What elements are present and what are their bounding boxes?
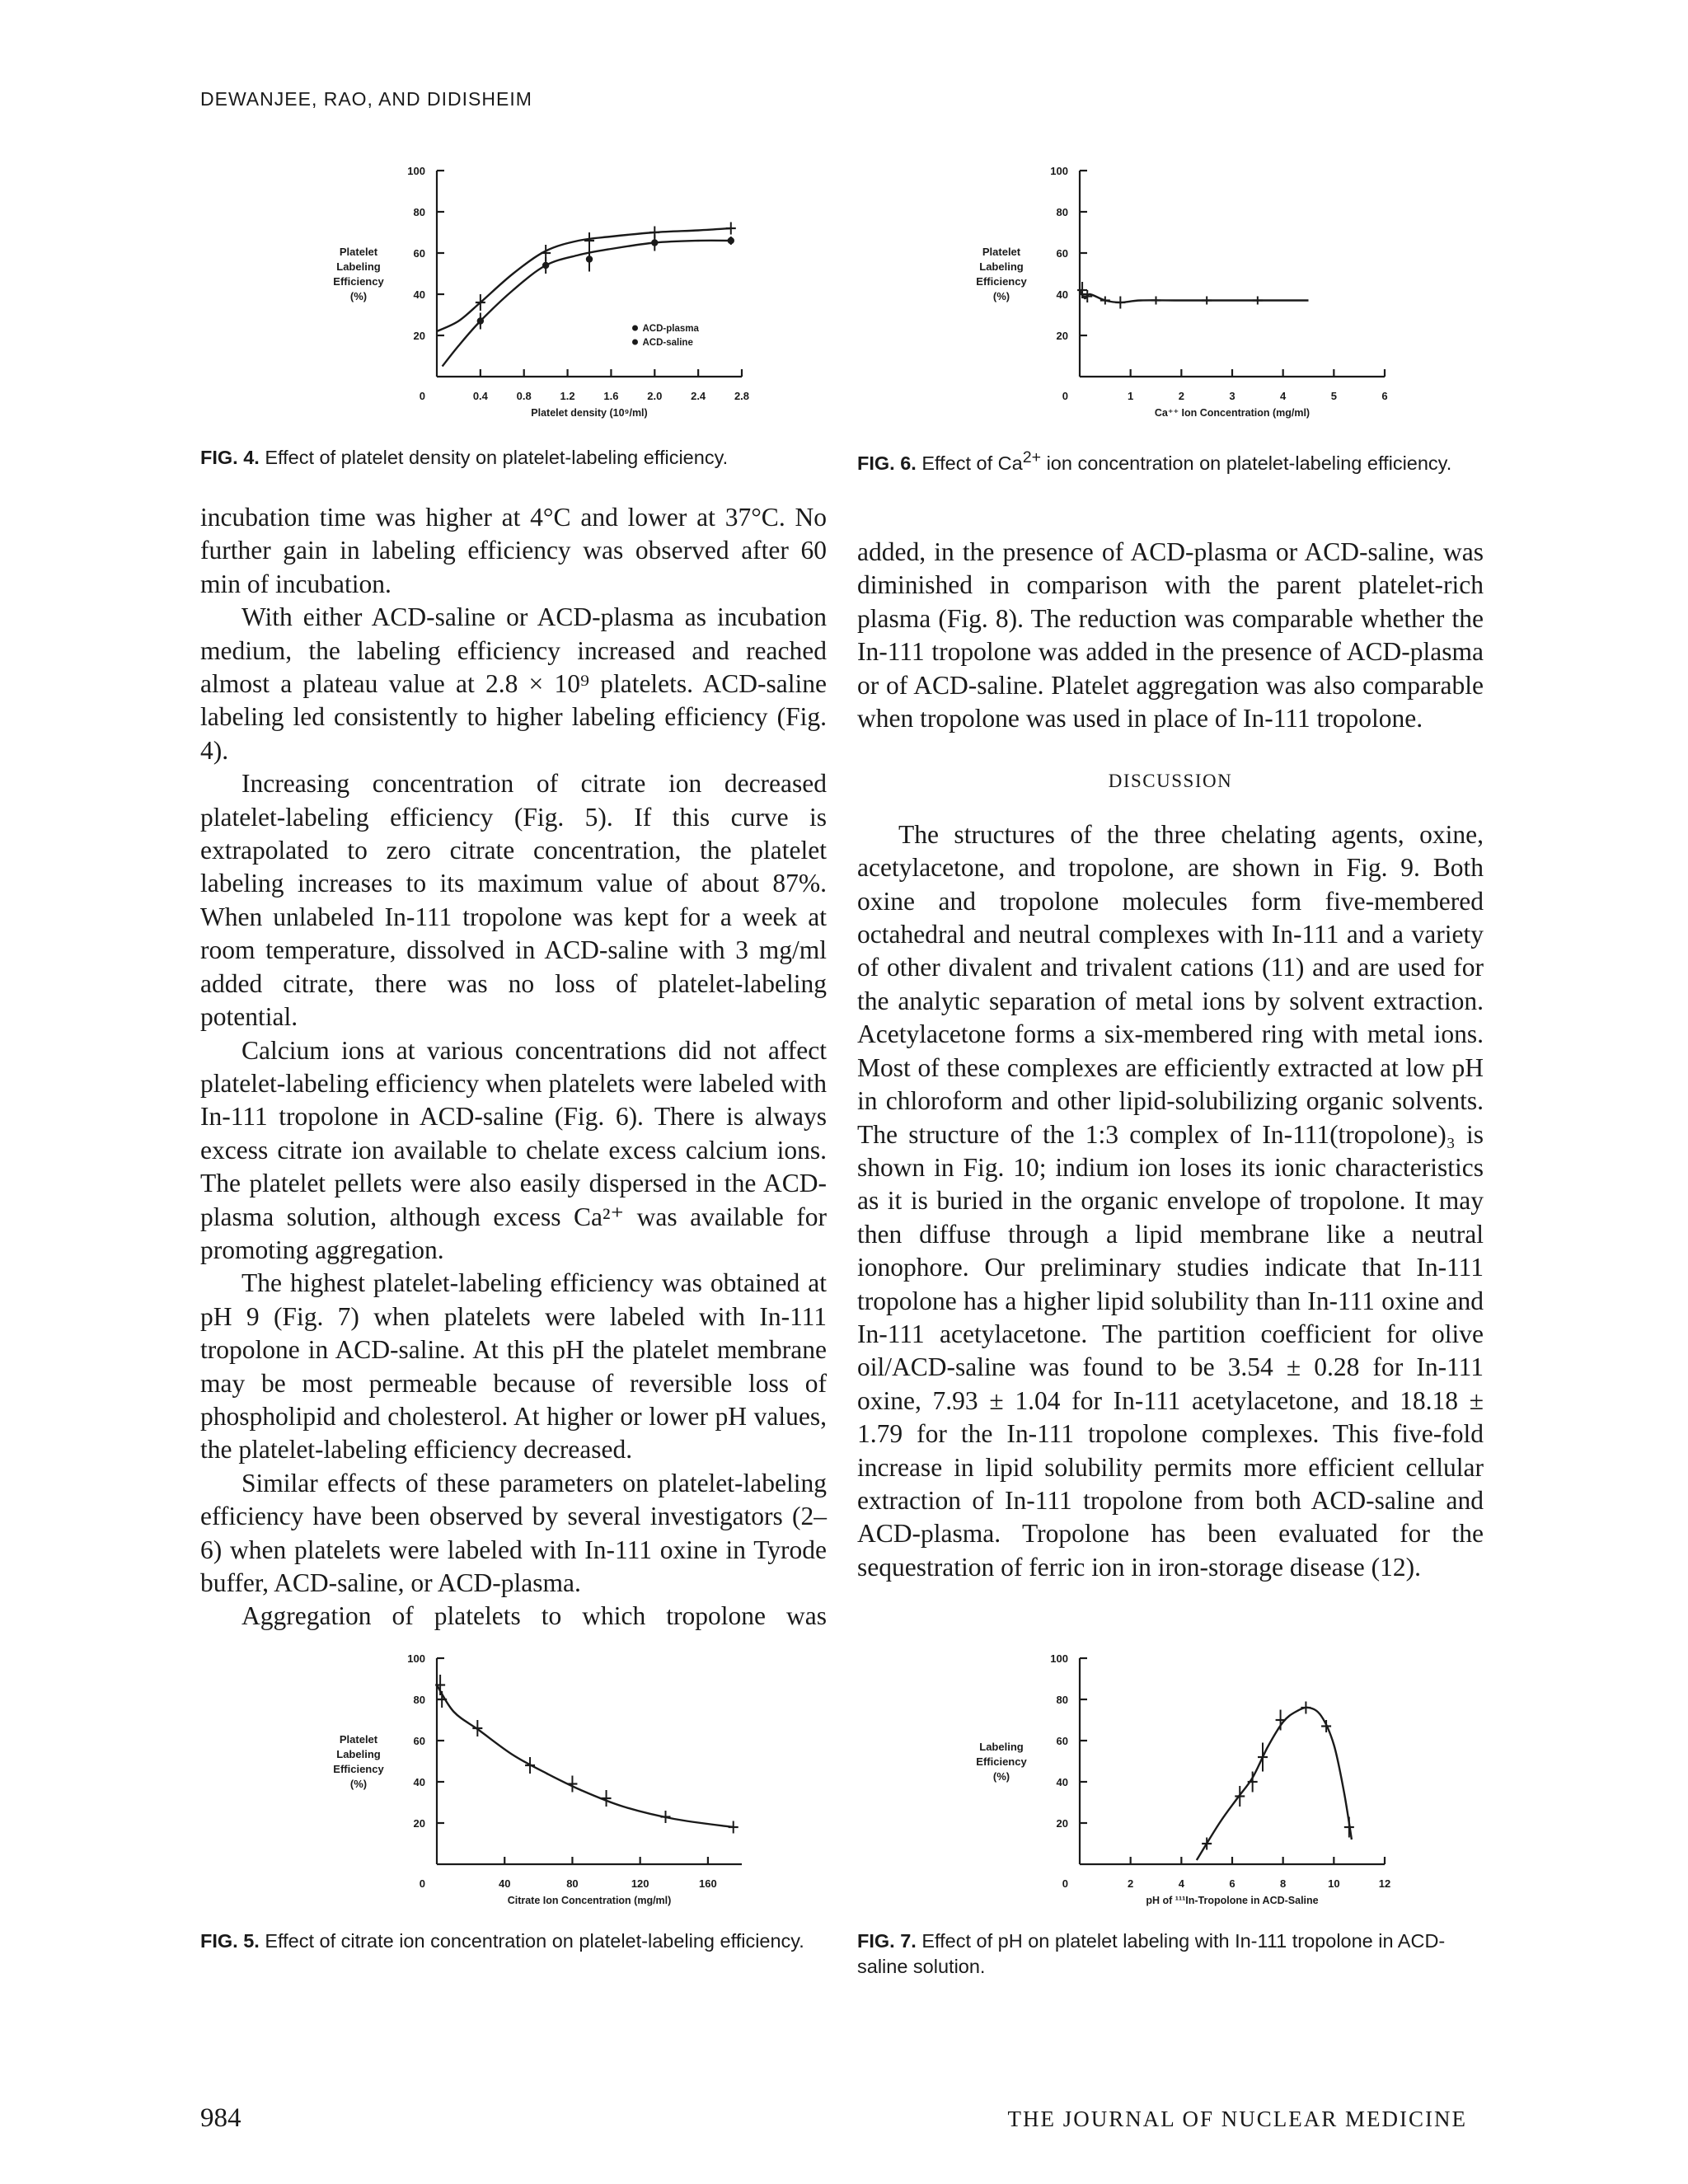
y-axis-label: (%): [992, 1770, 1010, 1783]
left-paragraph-2: With either ACD-saline or ACD-plasma as incubation medium, the labeling efficiency increased and reached almost a plateau value at 2.8 × 10⁹ platelets. ACD-saline labeling led consistently to higher labeling efficiency (Fig. 4).: [200, 602, 827, 765]
right-paragraph-1: added, in the presence of ACD-plasma or ACD-saline, was diminished in comparison with the parent platelet-rich plasma (Fig. 8). The reduction was comparable whether the In-111 tropolone was added in the presence of ACD-plasma or of ACD-saline. Platelet aggregation was also comparable when tropolone was used in place of In-111 tropolone.: [857, 537, 1484, 733]
caption-fig6-text-a: Effect of Ca: [921, 452, 1023, 474]
y-tick-label: 100: [407, 165, 425, 177]
journal-name: THE JOURNAL OF NUCLEAR MEDICINE: [1007, 2107, 1467, 2131]
x-tick-label: 10: [1328, 1877, 1340, 1890]
y-tick-label: 80: [1056, 1694, 1068, 1706]
y-axis-label: (%): [349, 290, 368, 302]
x-tick-label: 0.8: [516, 390, 532, 402]
y-axis-label: Platelet: [339, 1733, 378, 1746]
left-paragraph-5: The highest platelet-labeling efficiency was obtained at pH 9 (Fig. 7) when platelets were labeled with In-111 tropolone in ACD-saline. At this pH the platelet membrane may be most permeable because of reversible loss of phospholipid and cholesterol. At higher or lower pH values, the platelet-labeling efficiency decreased.: [200, 1268, 827, 1465]
x-axis-label: Citrate Ion Concentration (mg/ml): [507, 1895, 672, 1906]
left-paragraph-7: Aggregation of platelets to which tropolone was: [241, 1601, 827, 1631]
x-tick-label: 2.4: [691, 390, 706, 402]
x-tick-label: 2.8: [734, 390, 750, 402]
caption-fig6: [857, 445, 1484, 476]
y-axis-label: Labeling: [979, 1741, 1024, 1753]
legend-marker: [632, 326, 638, 331]
left-column: [200, 501, 827, 1633]
page-number: 984: [200, 2103, 241, 2133]
caption-fig4-text: Effect of platelet density on platelet-labeling efficiency.: [265, 447, 729, 468]
y-tick-label: 20: [1056, 330, 1068, 342]
x-tick-label: 80: [566, 1877, 579, 1890]
y-axis-label: Platelet: [339, 246, 378, 258]
y-axis-label: Efficiency: [333, 275, 384, 288]
x-tick-label: 120: [631, 1877, 649, 1890]
y-tick-label: 60: [1056, 247, 1068, 260]
data-point: [586, 255, 593, 262]
left-paragraph-6: Similar effects of these parameters on platelet-labeling efficiency have been observed by several investigators (2–6) when platelets were labeled with In-111 oxine in Tyrode buffer, ACD-saline, or ACD-plasma.: [200, 1468, 827, 1597]
legend-marker: [632, 340, 638, 345]
data-point: [477, 317, 484, 324]
right-paragraph-2: The structures of the three chelating agents, oxine, acetylacetone, and tropolone, are shown in Fig. 9. Both oxine and tropolone molecules form five-membered octahedral and neutral complexes with In-111 and a variety of other divalent and trivalent cations (11) and are used for the analytic separation of metal ions by solvent extraction. Acetylacetone forms a six-membered ring with metal ions. Most of these complexes are efficiently extracted at low pH in chloroform and other lipid-solubilizing organic solvents. The structure of the 1:3 complex of In-111(tropolone)₃ is shown in Fig. 10; indium ion loses its ionic characteristics as it is buried in the organic envelope of tropolone. It may then diffuse through a lipid membrane like a neutral ionophore. Our preliminary studies indicate that In-111 tropolone has a higher lipid solubility than In-111 oxine and In-111 acetylacetone. The partition coefficient for olive oil/ACD-saline was found to be 3.54 ± 0.28 for In-111 oxine, 7.93 ± 1.04 for In-111 acetylacetone, and 18.18 ± 1.79 for the In-111 tropolone complexes. This five-fold increase in lipid solubility permits more efficient cellular extraction of In-111 tropolone from both ACD-saline and ACD-plasma. Tropolone has been evaluated for the sequestration of ferric ion in iron-storage disease (12).: [857, 819, 1484, 1582]
figure-4-chart: [309, 161, 771, 433]
y-tick-label: 40: [413, 288, 425, 301]
y-tick-label: 20: [1056, 1817, 1068, 1830]
origin-label: 0: [419, 1877, 425, 1890]
caption-fig7: [857, 1929, 1484, 1980]
x-tick-label: 2: [1128, 1877, 1134, 1890]
y-axis-label: Efficiency: [333, 1763, 384, 1775]
left-paragraph-4: Calcium ions at various concentrations did not affect platelet-labeling efficiency when platelets were labeled with In-111 tropolone in ACD-saline (Fig. 6). There is always excess citrate ion available to chelate excess calcium ions. The platelet pellets were also easily dispersed in the ACD-plasma solution, although excess Ca²⁺ was available for promoting aggregation.: [200, 1035, 827, 1264]
y-tick-label: 60: [1056, 1735, 1068, 1747]
origin-label: 0: [419, 390, 425, 402]
caption-fig5-label: FIG. 5.: [200, 1930, 260, 1952]
y-tick-label: 60: [413, 1735, 425, 1747]
x-axis-label: Platelet density (10⁹/ml): [531, 407, 648, 419]
y-axis-label: Labeling: [979, 260, 1024, 273]
y-axis-label: Efficiency: [976, 1755, 1027, 1768]
y-tick-label: 40: [1056, 288, 1068, 301]
right-column: [857, 536, 1484, 1584]
figure-6: [952, 161, 1414, 433]
y-axis-label: (%): [349, 1778, 368, 1790]
x-tick-label: 8: [1280, 1877, 1287, 1890]
data-point: [651, 239, 658, 246]
y-axis-label: (%): [992, 290, 1010, 302]
series-line: [1080, 290, 1309, 302]
x-tick-label: 160: [699, 1877, 717, 1890]
caption-fig6-sup: 2+: [1022, 448, 1042, 466]
figure-5: [309, 1648, 771, 1920]
caption-fig4: [200, 445, 827, 471]
figure-7-chart: [952, 1648, 1414, 1920]
caption-fig5: [200, 1929, 827, 1954]
caption-fig5-text: Effect of citrate ion concentration on platelet-labeling efficiency.: [265, 1930, 804, 1952]
x-tick-label: 2: [1178, 390, 1184, 402]
left-paragraph-3: Increasing concentration of citrate ion decreased platelet-labeling efficiency (Fig. 5). If this curve is extrapolated to zero citrate concentration, the platelet labeling increases to its maximum value of about 87%. When unlabeled In-111 tropolone was kept for a week at room temperature, dissolved in ACD-saline with 3 mg/ml added citrate, there was no loss of platelet-labeling potential.: [200, 769, 827, 1032]
discussion-heading: DISCUSSION: [1108, 771, 1233, 792]
x-tick-label: 1: [1128, 390, 1134, 402]
x-tick-label: 4: [1178, 1877, 1184, 1890]
y-tick-label: 40: [1056, 1776, 1068, 1788]
x-axis-label: pH of ¹¹¹In-Tropolone in ACD-Saline: [1146, 1895, 1319, 1906]
origin-label: 0: [1062, 1877, 1068, 1890]
y-tick-label: 20: [413, 330, 425, 342]
figure-6-chart: [952, 161, 1414, 433]
y-tick-label: 80: [413, 1694, 425, 1706]
x-tick-label: 2.0: [647, 390, 663, 402]
series-line: [437, 1685, 734, 1828]
series-line: [1197, 1708, 1352, 1860]
y-axis-label: Labeling: [336, 1748, 381, 1760]
y-axis-label: Platelet: [982, 246, 1021, 258]
y-axis-label: Labeling: [336, 260, 381, 273]
caption-fig7-text: Effect of pH on platelet labeling with In-111 tropolone in ACD-saline solution.: [857, 1930, 1446, 1977]
x-tick-label: 1.6: [603, 390, 619, 402]
y-tick-label: 100: [1050, 1652, 1068, 1665]
x-tick-label: 40: [498, 1877, 511, 1890]
caption-fig6-label: FIG. 6.: [857, 452, 917, 474]
y-tick-label: 60: [413, 247, 425, 260]
running-head: DEWANJEE, RAO, AND DIDISHEIM: [200, 88, 532, 110]
origin-label: 0: [1062, 390, 1068, 402]
data-point: [542, 262, 549, 269]
caption-fig4-label: FIG. 4.: [200, 447, 260, 468]
left-paragraph-1: incubation time was higher at 4°C and lower at 37°C. No further gain in labeling efficiency was observed after 60 min of incubation.: [200, 503, 827, 598]
y-tick-label: 80: [1056, 206, 1068, 218]
x-tick-label: 6: [1229, 1877, 1236, 1890]
x-tick-label: 4: [1280, 390, 1287, 402]
y-tick-label: 100: [407, 1652, 425, 1665]
caption-fig6-text-b: ion concentration on platelet-labeling efficiency.: [1046, 452, 1452, 474]
legend-label: ACD-saline: [642, 338, 693, 348]
data-point: [728, 237, 734, 244]
figure-4: [309, 161, 771, 433]
x-tick-label: 12: [1378, 1877, 1391, 1890]
figure-5-chart: [309, 1648, 771, 1920]
x-tick-label: 1.2: [560, 390, 575, 402]
y-tick-label: 20: [413, 1817, 425, 1830]
caption-fig7-label: FIG. 7.: [857, 1930, 917, 1952]
figure-7: [952, 1648, 1414, 1920]
y-tick-label: 80: [413, 206, 425, 218]
x-tick-label: 0.4: [472, 390, 488, 402]
x-axis-label: Ca⁺⁺ Ion Concentration (mg/ml): [1154, 407, 1311, 419]
x-tick-label: 3: [1229, 390, 1236, 402]
y-tick-label: 40: [413, 1776, 425, 1788]
x-tick-label: 5: [1330, 390, 1337, 402]
y-axis-label: Efficiency: [976, 275, 1027, 288]
legend-label: ACD-plasma: [642, 324, 699, 334]
y-tick-label: 100: [1050, 165, 1068, 177]
x-tick-label: 6: [1381, 390, 1388, 402]
